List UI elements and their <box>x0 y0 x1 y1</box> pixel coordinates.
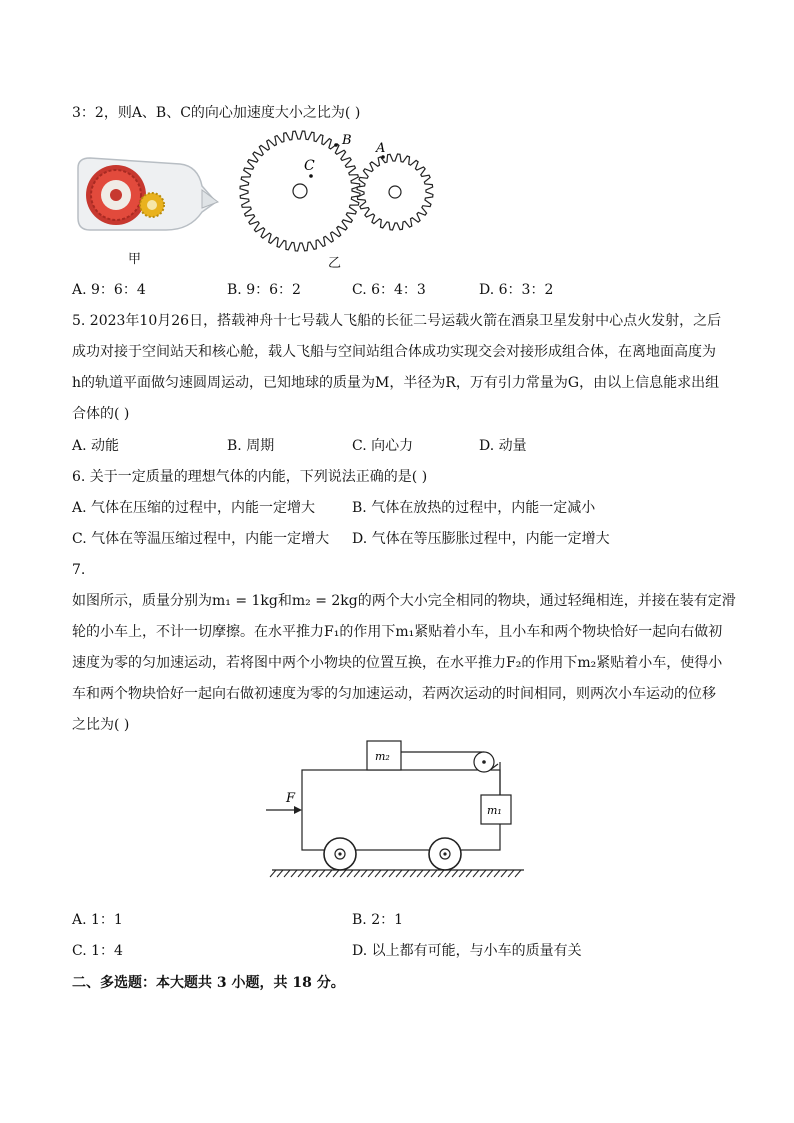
small-gear-axle <box>389 186 401 198</box>
yellow-gear <box>140 193 164 217</box>
q5-option-c[interactable]: C. 向心力 <box>352 438 414 454</box>
hatch-line <box>319 870 325 877</box>
hatch-line <box>312 870 318 877</box>
hatch-line <box>459 870 465 877</box>
pulley-axle <box>482 760 486 764</box>
ground-hatching <box>270 870 521 877</box>
hatch-line <box>305 870 311 877</box>
q7-option-a[interactable]: A. 1：1 <box>72 912 123 928</box>
label-a: A <box>376 141 386 156</box>
hatch-line <box>291 870 297 877</box>
q5-line-1: 5. 2023年10月26日，搭载神舟十七号载人飞船的长征二号运载火箭在酒泉卫星发射中心点火发射，之后 <box>72 313 722 329</box>
q6-option-d[interactable]: D. 气体在等压膨胀过程中，内能一定增大 <box>352 531 610 547</box>
q7-line-5: 之比为( ) <box>72 717 130 733</box>
label-m1: m₁ <box>487 804 502 817</box>
hatch-line <box>431 870 437 877</box>
big-gear-axle <box>293 184 307 198</box>
hatch-line <box>410 870 416 877</box>
hatch-line <box>270 870 276 877</box>
hatch-line <box>326 870 332 877</box>
hatch-line <box>473 870 479 877</box>
wheel-left <box>324 838 356 870</box>
q4-option-d[interactable]: D. 6：3：2 <box>479 282 554 298</box>
fig-jia-caption: 甲 <box>128 252 142 267</box>
q6-stem: 6. 关于一定质量的理想气体的内能，下列说法正确的是( ) <box>72 469 428 485</box>
hatch-line <box>382 870 388 877</box>
hatch-line <box>417 870 423 877</box>
q7-line-1: 如图所示，质量分别为m₁ = 1kg和m₂ = 2kg的两个大小完全相同的物块，通过轻绳相连，并接在装有定滑 <box>72 593 736 609</box>
q7-number: 7. <box>72 562 86 578</box>
q5-line-4: 合体的( ) <box>72 406 130 422</box>
hatch-line <box>375 870 381 877</box>
q5-line-3: h的轨道平面做匀速圆周运动，已知地球的质量为M，半径为R，万有引力常量为G，由以上信息能求出组 <box>72 375 720 391</box>
q6-option-b[interactable]: B. 气体在放热的过程中，内能一定减小 <box>352 500 596 516</box>
q7-line-3: 速度为零的匀加速运动，若将图中两个小物块的位置互换，在水平推力F₂的作用下m₂紧贴着小车，使得小 <box>72 655 723 671</box>
point-b <box>334 143 338 147</box>
q6-option-c[interactable]: C. 气体在等温压缩过程中，内能一定增大 <box>72 531 330 547</box>
hatch-line <box>347 870 353 877</box>
hatch-line <box>284 870 290 877</box>
hatch-line <box>277 870 283 877</box>
hatch-line <box>354 870 360 877</box>
wheel-right <box>429 838 461 870</box>
label-c: C <box>304 158 315 174</box>
red-gear <box>86 165 146 225</box>
q7-line-4: 车和两个物块恰好一起向右做初速度为零的匀加速运动，若两次运动的时间相同，则两次小车运动的位移 <box>72 686 716 702</box>
q7-line-2: 轮的小车上，不计一切摩擦。在水平推力F₁的作用下m₁紧贴着小车，且小车和两个物块恰好一起向右做初 <box>72 624 723 640</box>
hatch-line <box>403 870 409 877</box>
fig-cart-pulley <box>262 735 532 880</box>
q4-stem-tail: 3：2，则A、B、C的向心加速度大小之比为( ) <box>72 105 361 121</box>
hatch-line <box>480 870 486 877</box>
hatch-line <box>452 870 458 877</box>
q5-line-2: 成功对接于空间站天和核心舱，载人飞船与空间站组合体成功实现交会对接形成组合体，在离地面高度为 <box>72 344 716 360</box>
hatch-line <box>424 870 430 877</box>
fig-yi-gears <box>232 130 442 252</box>
section-2-heading: 二、多选题：本大题共 3 小题，共 18 分。 <box>72 975 345 991</box>
fig-jia-tape-dispenser <box>70 150 220 240</box>
hatch-line <box>438 870 444 877</box>
q4-option-c[interactable]: C. 6：4：3 <box>352 282 426 298</box>
q7-option-b[interactable]: B. 2：1 <box>352 912 404 928</box>
q5-option-b[interactable]: B. 周期 <box>227 438 275 454</box>
label-m2: m₂ <box>375 750 390 763</box>
label-b: B <box>342 133 352 148</box>
hatch-line <box>494 870 500 877</box>
hatch-line <box>298 870 304 877</box>
hatch-line <box>389 870 395 877</box>
label-f: F <box>286 791 296 806</box>
hatch-line <box>508 870 514 877</box>
q7-option-d[interactable]: D. 以上都有可能，与小车的质量有关 <box>352 943 582 959</box>
hatch-line <box>361 870 367 877</box>
hatch-line <box>515 870 521 877</box>
hatch-line <box>340 870 346 877</box>
fig-yi-caption: 乙 <box>328 256 342 271</box>
q4-option-a[interactable]: A. 9：6：4 <box>72 282 146 298</box>
hatch-line <box>445 870 451 877</box>
cart-body <box>302 770 500 850</box>
hatch-line <box>368 870 374 877</box>
hatch-line <box>333 870 339 877</box>
q5-option-d[interactable]: D. 动量 <box>479 438 527 454</box>
q4-option-b[interactable]: B. 9：6：2 <box>227 282 301 298</box>
hatch-line <box>466 870 472 877</box>
q6-option-a[interactable]: A. 气体在压缩的过程中，内能一定增大 <box>72 500 316 516</box>
hatch-line <box>487 870 493 877</box>
point-c <box>309 174 313 178</box>
q5-option-a[interactable]: A. 动能 <box>72 438 120 454</box>
hatch-line <box>501 870 507 877</box>
force-arrowhead <box>294 806 302 814</box>
hatch-line <box>396 870 402 877</box>
q7-option-c[interactable]: C. 1：4 <box>72 943 123 959</box>
